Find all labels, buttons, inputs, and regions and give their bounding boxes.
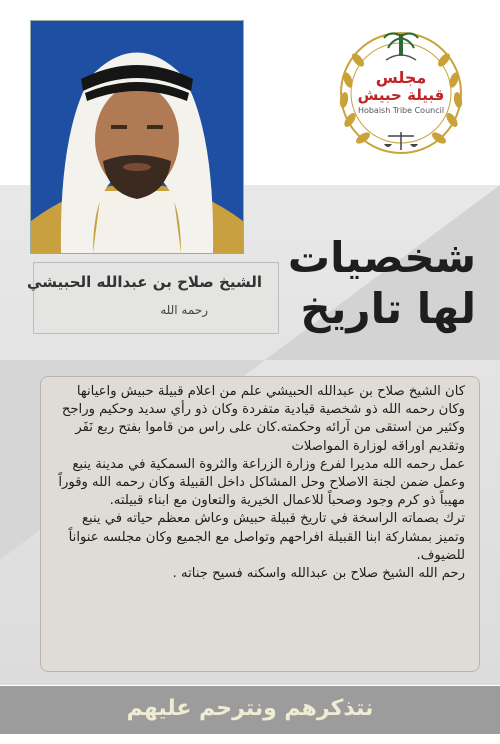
prayer-text: رحمه الله [160,303,208,317]
page-heading [280,232,476,334]
footer-banner [0,686,500,734]
logo-title-line2: قبيلة حبيش [357,86,445,104]
heading-line2: لها تاريخ [300,284,476,333]
logo-subtitle: Hobaish Tribe Council [357,106,445,115]
biography-paragraph: رحم الله الشيخ صلاح بن عبدالله واسكنه فسيح جناته . [172,566,465,582]
sheikh-portrait-image [31,21,243,253]
footer-text: نتذكرهم ونترحم عليهم [126,696,374,721]
biography-paragraph: عمل رحمه الله مديرا لفرع وزارة الزراعة والثروة السمكية في مدينة ينبع وعمل ضمن لجنة الاصلاح وحل المشاكل داخل القبيلة وكان رحمه الله وقوراً مهيباً ذو كرم وجود وصحباً للاعمال الخيرية والتعاون مع ابناء قبيلته. [58,456,465,509]
name-caption-box [27,262,279,334]
portrait-photo [30,20,244,254]
heading-line1: شخصيات [287,233,476,282]
sheikh-name: الشيخ صلاح بن عبدالله الحبيشي [27,273,262,291]
biography-box [40,376,480,672]
biography-paragraph: ترك بصماته الراسخة في تاريخ قبيلة حبيش وعاش معظم حياته في ينبع وتميز بمشاركة ابنا القبيلة افراحهم وتواصل مع الجميع وكان مجلسه عنواناً للضيوف. [68,511,465,563]
logo-title-line1: مجلس [375,68,427,87]
biography-paragraph: كان الشيخ صلاح بن عبدالله الحبيشي علم من اعلام قبيلة حبيش واعيانها وكان رحمه الله ذو شخصية قيادية متفردة وكان ذو رأي سديد وحكيم وراجح وكثير من استقى من آرائه وحكمته.كان على راس من قاموا بفتح ربع نَفَر وتقديم اوراقه لوزارة المواصلات [61,384,465,454]
